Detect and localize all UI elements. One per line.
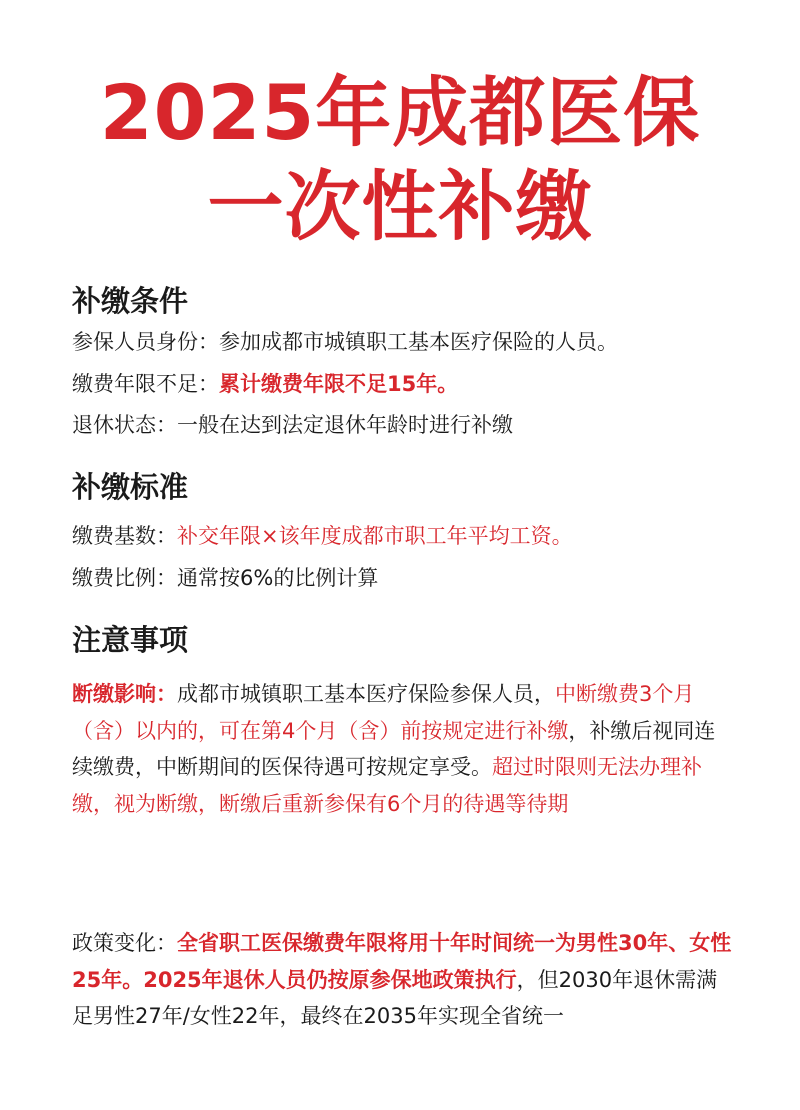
condition-label: 缴费年限不足： [72, 372, 219, 396]
section-heading-conditions: 补缴条件 [72, 284, 189, 318]
note-text: 成都市城镇职工基本医疗保险参保人员， [177, 682, 555, 706]
standard-label: 缴费基数： [72, 524, 177, 548]
note-text-highlight: 全省职工医保缴费年限将用十年时间统一为男性30年、女性25年。2025年退休人员仍按原参保地政策执行 [72, 931, 732, 992]
note-text-highlight: 中断缴费3个月（含）以内的，可在第4个月（含）前按规定进行补缴 [72, 682, 695, 743]
standard-item-rate [72, 564, 378, 592]
note-label: 断缴影响： [72, 682, 177, 706]
page-title-line-1: 2025年成都医保 [99, 68, 701, 157]
condition-value-highlight: 累计缴费年限不足15年。 [219, 372, 459, 396]
standard-item-base [72, 522, 573, 550]
note-policy-paragraph [72, 925, 732, 1035]
standard-value: 通常按6%的比例计算 [177, 566, 379, 590]
note-text: ，补缴后视同连续缴费，中断期间的医保待遇可按规定享受。 [72, 718, 716, 779]
condition-label: 退休状态： [72, 413, 177, 437]
note-interruption-paragraph [72, 676, 732, 822]
section-heading-notes: 注意事项 [72, 623, 189, 657]
note-text-highlight: 超过时限则无法办理补缴，视为断缴，断缴后重新参保有6个月的待遇等待期 [72, 755, 702, 816]
note-text: ，但2030年退休需满足男性27年/女性22年，最终在2035年实现全省统一 [72, 967, 718, 1028]
condition-label: 参保人员身份： [72, 330, 219, 354]
standard-value-highlight: 补交年限×该年度成都市职工年平均工资。 [177, 524, 573, 548]
condition-item-identity [72, 328, 618, 356]
page-title-line-2: 一次性补缴 [207, 162, 593, 251]
condition-item-years [72, 370, 458, 398]
standard-label: 缴费比例： [72, 566, 177, 590]
note-label: 政策变化： [72, 931, 177, 955]
section-heading-standard: 补缴标准 [72, 470, 189, 504]
condition-value: 参加成都市城镇职工基本医疗保险的人员。 [219, 330, 618, 354]
condition-value: 一般在达到法定退休年龄时进行补缴 [177, 413, 513, 437]
condition-item-retirement [72, 411, 513, 439]
